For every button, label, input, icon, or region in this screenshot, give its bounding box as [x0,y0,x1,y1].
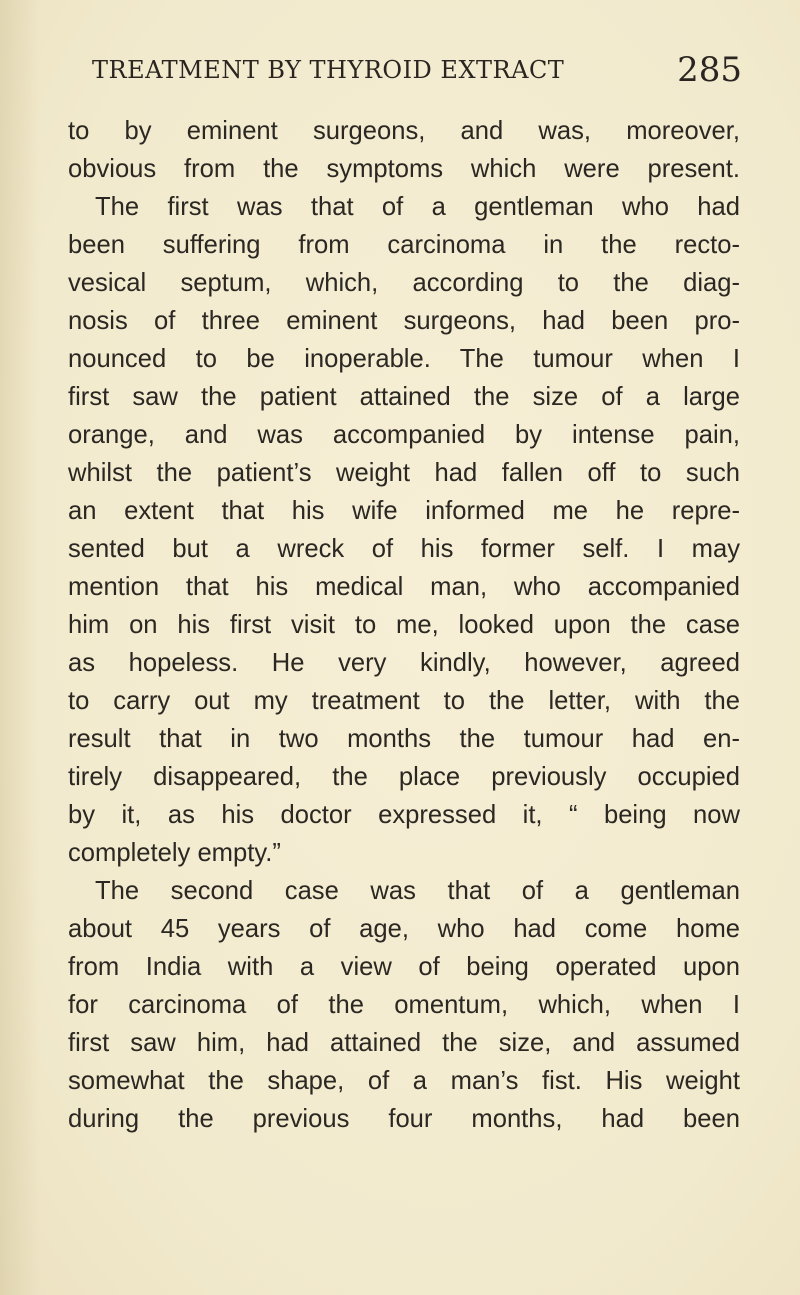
text-line: sented but a wreck of his former self. I may [68,535,740,563]
text-line: whilst the patient’s weight had fallen off to such [68,459,740,487]
text-line: tirely disappeared, the place previously occupied [68,763,740,791]
text-line: to by eminent surgeons, and was, moreover, [68,117,740,145]
text-line: result that in two months the tumour had en- [68,725,740,753]
text-line: for carcinoma of the omentum, which, when I [68,991,740,1019]
text-line: during the previous four months, had been [68,1105,740,1133]
text-line: somewhat the shape, of a man’s fist. His weight [68,1067,740,1095]
text-line: nounced to be inoperable. The tumour when I [68,345,740,373]
text-line: by it, as his doctor expressed it, “ being now [68,801,740,829]
text-line: first saw him, had attained the size, and assumed [68,1029,740,1057]
text-line: an extent that his wife informed me he repre- [68,497,740,525]
text-line: to carry out my treatment to the letter, with the [68,687,740,715]
text-line: orange, and was accompanied by intense pain, [68,421,740,449]
running-title: TREATMENT BY THYROID EXTRACT [92,56,565,84]
page-number: 285 [677,50,742,90]
body-text [68,112,740,1138]
text-line: been suffering from carcinoma in the recto- [68,231,740,259]
text-line: nosis of three eminent surgeons, had been pro- [68,307,740,335]
text-line: The first was that of a gentleman who had [95,193,740,221]
text-line: him on his first visit to me, looked upon the case [68,611,740,639]
page-gutter-shadow [0,0,40,1295]
text-line: The second case was that of a gentleman [95,877,740,905]
text-line: from India with a view of being operated upon [68,953,740,981]
text-line: first saw the patient attained the size of a large [68,383,740,411]
text-line: vesical septum, which, according to the diag- [68,269,740,297]
text-line: as hopeless. He very kindly, however, agreed [68,649,740,677]
page-header [92,50,742,90]
text-line: obvious from the symptoms which were present. [68,155,740,183]
text-line: about 45 years of age, who had come home [68,915,740,943]
text-line: mention that his medical man, who accompanied [68,573,740,601]
text-line: completely empty.” [68,839,281,867]
